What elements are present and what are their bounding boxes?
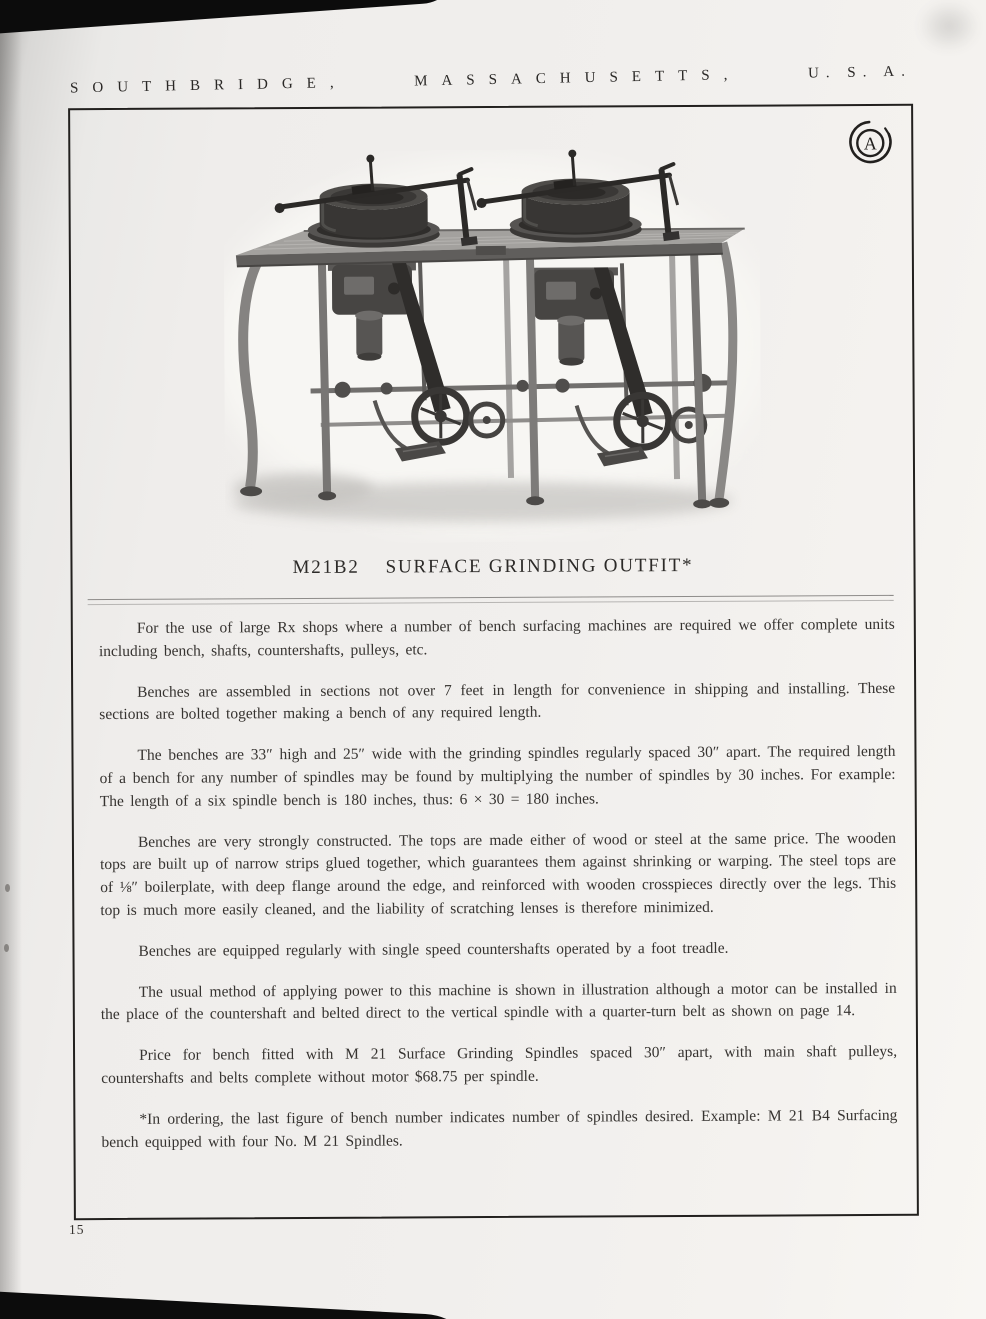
scan-edge-bottom xyxy=(0,1291,485,1319)
figure-caption xyxy=(72,554,913,580)
body-paragraphs xyxy=(99,614,898,1173)
paragraph: The usual method of applying power to this machine is shown in illustration although a motor can be installed in the place of the countershaft and belted direct to the vertical spindle with a quarter-turn belt as shown on page 14. xyxy=(100,979,897,1024)
header-city: SOUTHBRIDGE, xyxy=(69,74,348,97)
content-border-box xyxy=(68,104,919,1220)
scan-smudge xyxy=(918,0,980,52)
header-state: MASSACHUSETTS, xyxy=(414,66,742,90)
paragraph: Benches are assembled in sections not over 7 feet in length for convenience in shipping and installing. These sections are bolted together making a bench of any required length. xyxy=(99,679,896,724)
paragraph: Price for bench fitted with M 21 Surface Grinding Spindles spaced 30″ apart, with main shaft pulleys, countershafts and belts complete without motor $68.75 per spindle. xyxy=(101,1043,898,1088)
page-gutter-shadow xyxy=(0,30,22,1300)
running-header xyxy=(70,64,912,98)
page-speck xyxy=(4,944,9,952)
caption-divider-rule xyxy=(88,595,894,605)
header-country: U. S. A. xyxy=(807,63,913,82)
paragraph: Benches are equipped regularly with single speed countershafts operated by a foot treadle. xyxy=(138,939,729,960)
paragraph: Benches are very strongly constructed. The tops are made either of wood or steel at the same price. The wooden tops are built up of narrow strips glued together, which guarantees them against shrinking or warping. The steel tops are of ⅛″ boilerplate, with deep flange around the edge, and reinforced with wooden crosspieces directly over the legs. This top is much more easily cleaned, and the liability of scratching lenses is therefore minimized. xyxy=(100,829,897,920)
paragraph: For the use of large Rx shops where a number of bench surfacing machines are required we offer complete units including bench, shafts, countershafts, pulleys, etc. xyxy=(98,615,895,660)
machine-photo xyxy=(223,149,761,544)
scan-edge-top xyxy=(0,0,463,34)
ao-monogram-icon xyxy=(842,114,900,172)
monogram-letter: A xyxy=(863,133,877,154)
caption-model-number: M21B2 xyxy=(292,556,360,579)
paragraph: *In ordering, the last figure of bench number indicates number of spindles desired. Example: M 21 B4 Surfacing bench equipped with four No. M 21 Spindles. xyxy=(101,1106,898,1151)
caption-title: SURFACE GRINDING OUTFIT* xyxy=(385,554,694,578)
page-speck xyxy=(5,884,10,892)
paragraph: The benches are 33″ high and 25″ wide with the grinding spindles regularly spaced 30″ apart. The required length of a bench for any number of spindles may be found by multiplying the number of spindles by 30 inches. For example: The length of a six spindle bench is 180 inches, thus: 6 × 30 = 180 inches. xyxy=(99,743,896,810)
page-number: 15 xyxy=(69,1222,85,1237)
